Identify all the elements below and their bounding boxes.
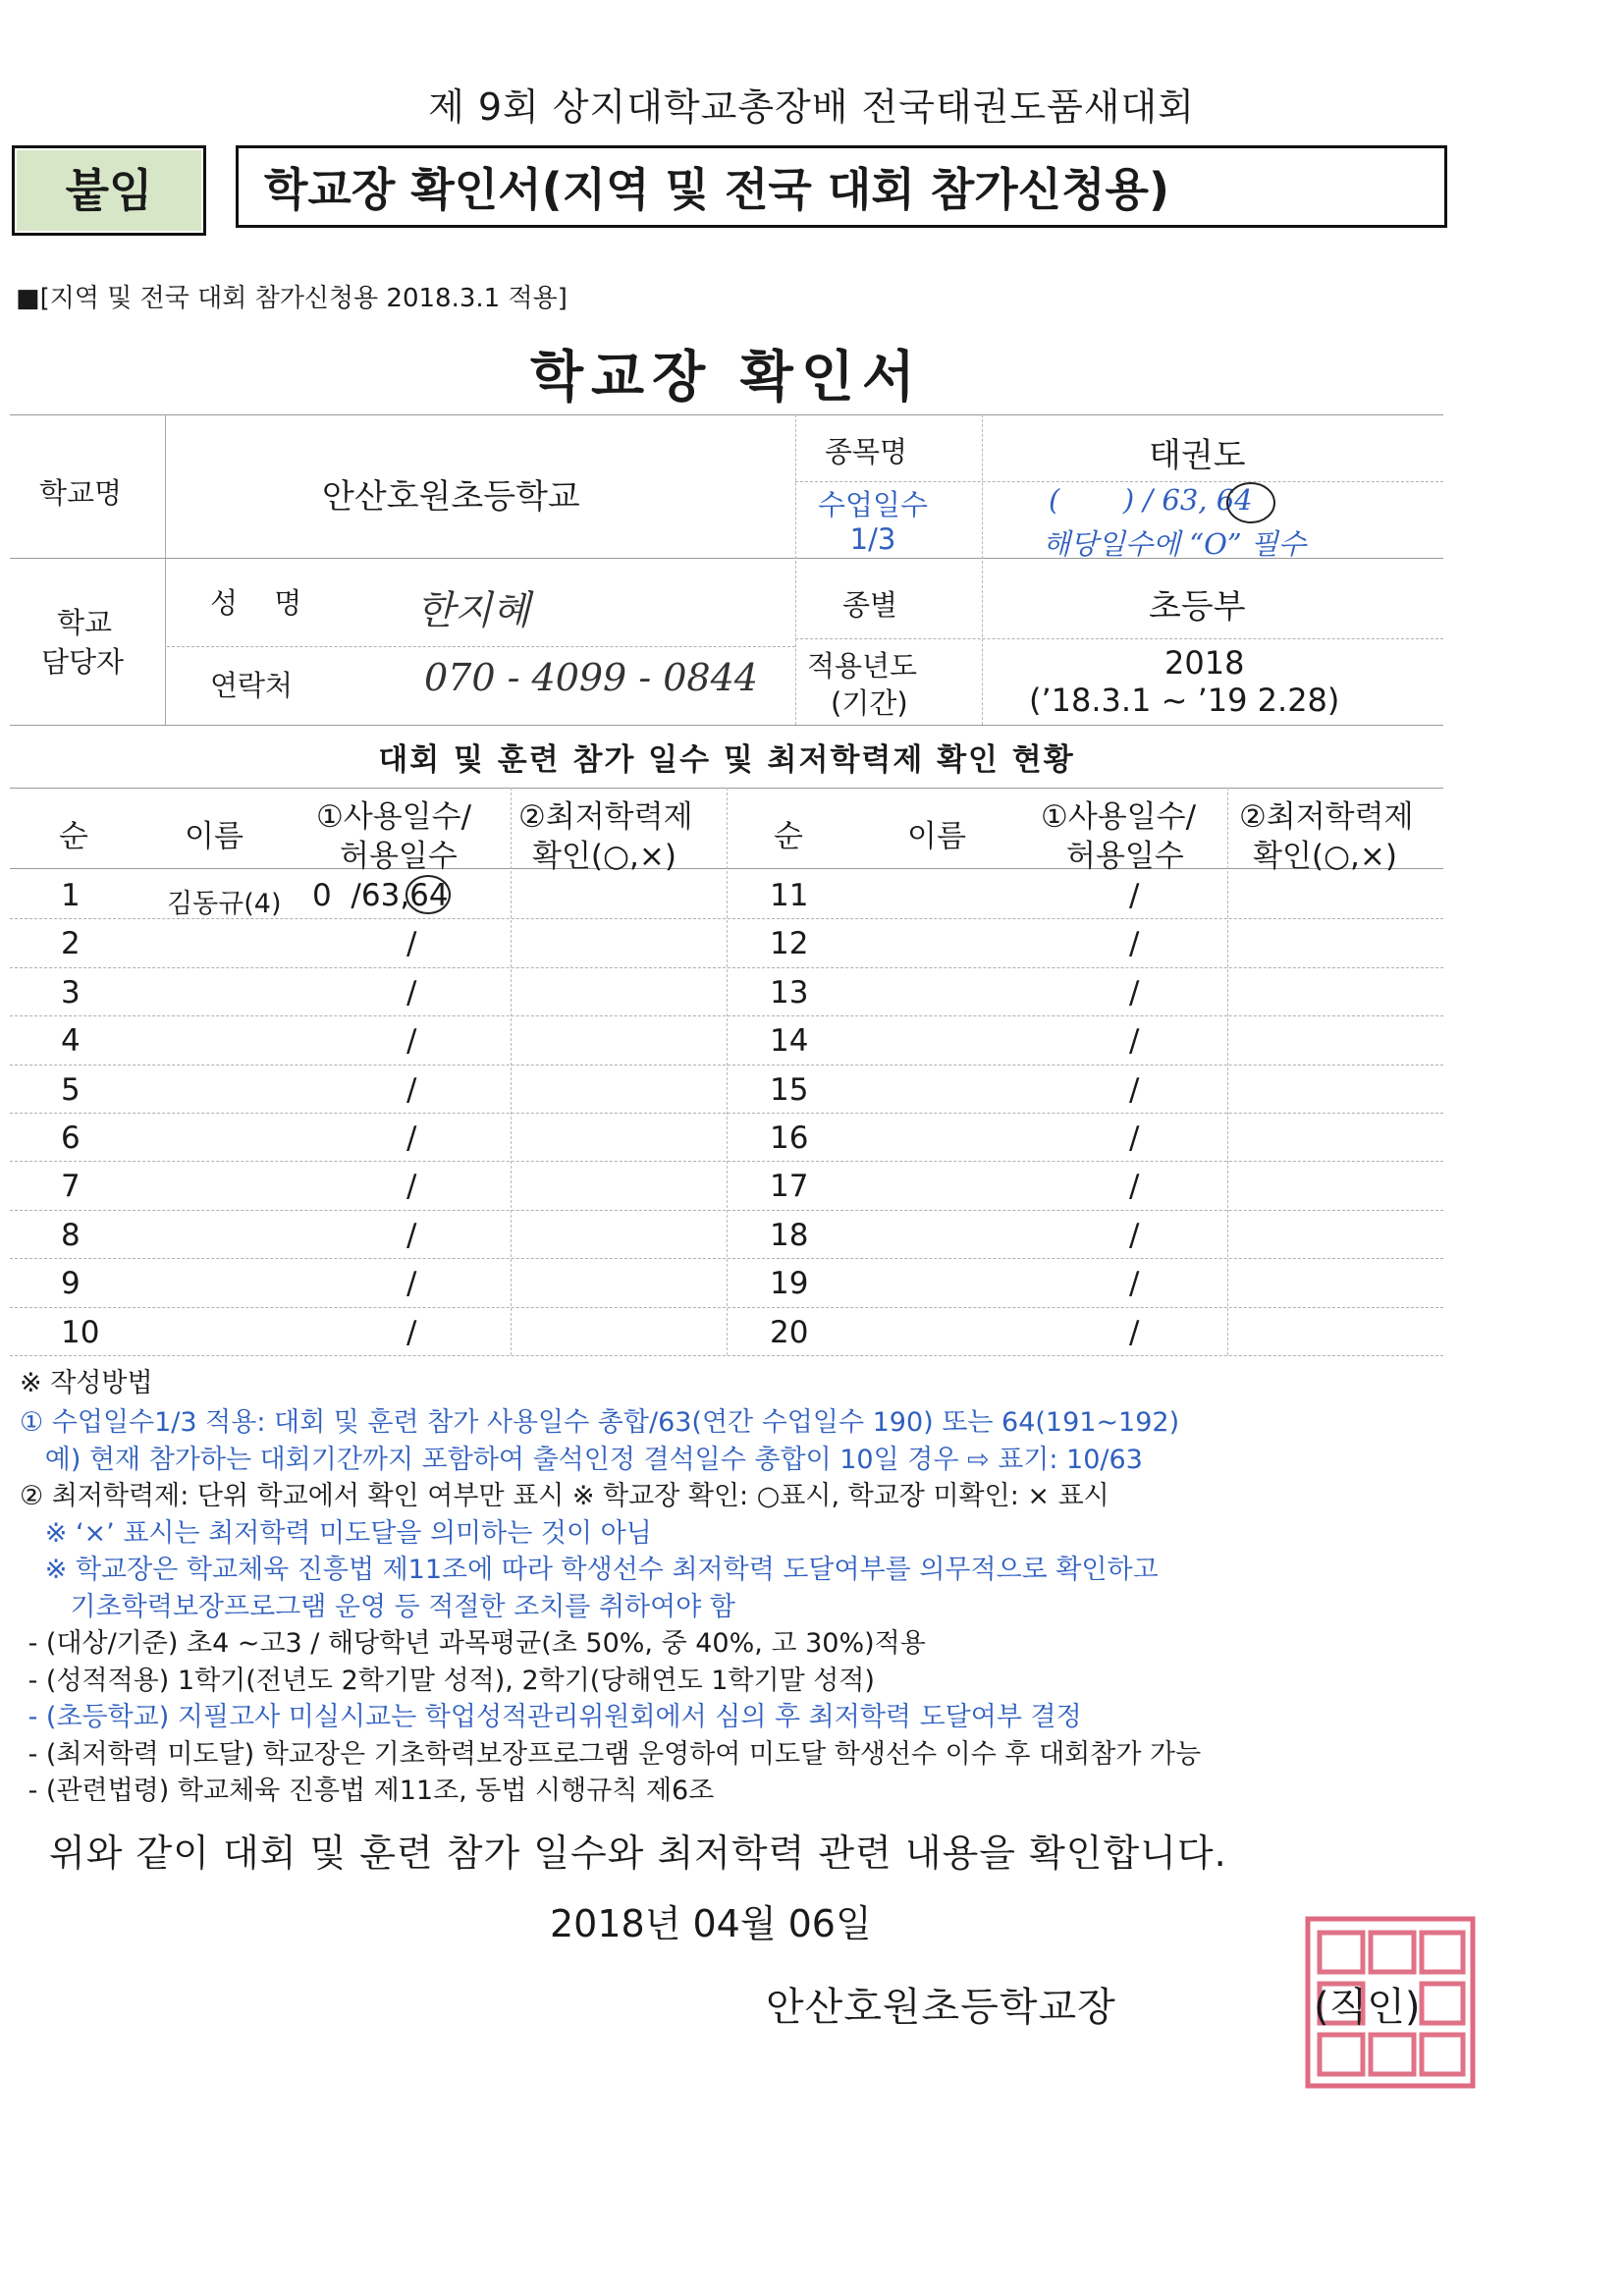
row-number: 5: [61, 1071, 81, 1108]
column-header-days: ①사용일수/: [1041, 799, 1197, 835]
row-divider: [10, 1355, 1443, 1356]
used-allowed-days: /: [1129, 1266, 1140, 1302]
document-title: 학교장 확인서(지역 및 전국 대회 참가신청용): [236, 145, 1447, 228]
used-allowed-days: 0 /63,64: [312, 878, 449, 913]
used-allowed-days: /: [406, 1169, 417, 1205]
manager-name-handwritten: 한지혜: [416, 588, 530, 633]
circle-mark-icon: [403, 872, 454, 917]
sport-label: 종목명: [825, 435, 908, 468]
used-allowed-days: /: [1129, 926, 1140, 962]
class-days-label: 수업일수: [817, 488, 929, 521]
row-number: 16: [770, 1121, 809, 1156]
row-number: 13: [770, 974, 809, 1011]
method-note-line: - (대상/기준) 초4 ~고3 / 해당학년 과목평균(초 50%, 중 40%, 고 30%)적용: [20, 1628, 926, 1659]
divider: [1227, 788, 1228, 1355]
status-heading: 대회 및 훈련 참가 일수 및 최저학력제 확인 현황: [378, 742, 1075, 778]
row-divider: [10, 1113, 1443, 1114]
column-header-days-2: 허용일수: [340, 839, 458, 874]
used-allowed-days: /: [1129, 1314, 1140, 1350]
column-header-no: 순: [59, 819, 88, 854]
used-allowed-days: /: [1129, 1169, 1140, 1205]
student-name: 김동규(4): [167, 889, 282, 919]
used-allowed-days: /: [406, 1121, 417, 1156]
divider: [511, 788, 512, 1355]
circle-mark-icon: [1223, 479, 1278, 526]
divider: [795, 414, 796, 725]
divider: [982, 414, 983, 725]
principal-name: 안산호원초등학교장: [766, 1985, 1116, 2030]
used-allowed-days: /: [406, 974, 417, 1011]
divider: [795, 638, 1443, 639]
row-number: 3: [61, 974, 81, 1011]
method-note-line: 예) 현재 참가하는 대회기간까지 포함하여 출석인정 결석일수 총합이 10일 경우 ⇨ 표기: 10/63: [20, 1444, 1143, 1475]
year-period-label: (기간): [831, 686, 908, 720]
column-header-min: ②최저학력제: [518, 799, 693, 835]
used-allowed-days: /: [1129, 1121, 1140, 1156]
used-allowed-days: /: [1129, 1071, 1140, 1108]
main-heading: 학교장 확인서: [529, 346, 924, 410]
row-number: 17: [770, 1169, 809, 1205]
row-divider: [10, 1210, 1443, 1211]
school-name-value: 안산호원초등학교: [322, 477, 580, 517]
year-value: 2018: [1164, 644, 1245, 682]
contest-title: 제 9회 상지대학교총장배 전국태권도품새대회: [428, 85, 1195, 129]
used-allowed-days: /: [406, 1266, 417, 1302]
class-days-ratio: 1/3: [849, 522, 896, 556]
method-note-line: ※ 학교장은 학교체육 진흥법 제11조에 따라 학생선수 최저학력 도달여부를 의무적으로 확인하고: [20, 1555, 1159, 1585]
row-divider: [10, 1258, 1443, 1259]
attachment-badge: 붙임: [12, 145, 206, 236]
signature-date: 2018년 04월 06일: [550, 1902, 872, 1945]
method-note-line: - (초등학교) 지필고사 미실시교는 학업성적관리위원회에서 심의 후 최저학력 도달여부 결정: [20, 1702, 1082, 1732]
column-header-days-2: 허용일수: [1066, 839, 1184, 874]
divider: [10, 725, 1443, 726]
used-allowed-days: /: [1129, 1023, 1140, 1060]
row-number: 9: [61, 1266, 81, 1302]
year-label: 적용년도: [807, 649, 918, 683]
column-header-min-2: 확인(○,×): [1253, 839, 1397, 874]
method-note-line: ※ ‘×’ 표시는 최저학력 미도달을 의미하는 것이 아님: [20, 1517, 652, 1549]
division-value: 초등부: [1149, 587, 1246, 627]
divider: [10, 414, 1443, 415]
used-allowed-days: /: [406, 1071, 417, 1108]
row-number: 20: [770, 1314, 809, 1350]
method-note-line: ① 수업일수1/3 적용: 대회 및 훈련 참가 사용일수 총합/63(연간 수업일수 190) 또는 64(191~192): [20, 1407, 1180, 1438]
row-number: 12: [770, 926, 809, 962]
used-allowed-days: /: [406, 1217, 417, 1253]
column-header-name: 이름: [185, 819, 243, 854]
method-note-line: - (최저학력 미도달) 학교장은 기초학력보장프로그램 운영하여 미도달 학생선수 이수 후 대회참가 가능: [20, 1738, 1202, 1770]
row-divider: [10, 1015, 1443, 1016]
contact-label: 연락처: [210, 669, 294, 702]
divider: [167, 646, 795, 647]
used-allowed-days: /: [406, 1314, 417, 1350]
column-header-name: 이름: [907, 819, 966, 854]
school-name-label: 학교명: [39, 476, 123, 510]
row-number: 19: [770, 1266, 809, 1302]
row-divider: [10, 1307, 1443, 1308]
row-number: 14: [770, 1023, 809, 1060]
used-allowed-days: /: [1129, 1217, 1140, 1253]
row-number: 6: [61, 1121, 81, 1156]
column-header-no: 순: [774, 819, 803, 854]
row-divider: [10, 967, 1443, 968]
row-number: 11: [770, 878, 809, 913]
method-note-line: - (성적적용) 1학기(전년도 2학기말 성적), 2학기(당해연도 1학기말 성적): [20, 1665, 875, 1696]
row-number: 4: [61, 1023, 81, 1060]
divider: [795, 481, 1443, 482]
row-divider: [10, 1161, 1443, 1162]
manager-label: 학교: [57, 606, 113, 639]
column-header-days: ①사용일수/: [316, 799, 472, 835]
class-days-note: 해당일수에 “O” 필수: [1043, 527, 1306, 561]
confirmation-statement: 위와 같이 대회 및 훈련 참가 일수와 최저학력 관련 내용을 확인합니다.: [49, 1831, 1227, 1875]
row-number: 2: [61, 926, 81, 962]
row-number: 10: [61, 1314, 100, 1350]
period-value: (’18.3.1 ~ ’19 2.28): [1029, 682, 1340, 719]
used-allowed-days: /: [1129, 878, 1140, 913]
seal-label: (직인): [1314, 1985, 1421, 2030]
method-note-line: - (관련법령) 학교체육 진흥법 제11조, 동법 시행규칙 제6조: [20, 1776, 715, 1806]
method-note-line: ② 최저학력제: 단위 학교에서 확인 여부만 표시 ※ 학교장 확인: ○표시, 학교장 미확인: × 표시: [20, 1481, 1109, 1511]
used-allowed-days: /: [406, 1023, 417, 1060]
row-divider: [10, 1065, 1443, 1066]
divider: [165, 414, 166, 725]
row-number: 7: [61, 1169, 81, 1205]
sport-value: 태권도: [1149, 436, 1246, 475]
method-note-line: 기초학력보장프로그램 운영 등 적절한 조치를 취하여야 함: [20, 1591, 735, 1622]
row-number: 8: [61, 1217, 81, 1253]
division-label: 종별: [842, 588, 898, 622]
row-number: 15: [770, 1071, 809, 1108]
column-header-min-2: 확인(○,×): [532, 839, 676, 874]
contact-handwritten: 070 - 4099 - 0844: [424, 656, 758, 699]
column-header-min: ②최저학력제: [1239, 799, 1414, 835]
class-days-value: ( ) / 63, 64: [1049, 483, 1253, 517]
row-number: 18: [770, 1217, 809, 1253]
used-allowed-days: /: [1129, 974, 1140, 1011]
name-label: 성 명: [210, 586, 316, 620]
divider: [727, 788, 728, 1355]
row-number: 1: [61, 878, 81, 913]
edition-note: ■[지역 및 전국 대회 참가신청용 2018.3.1 적용]: [16, 284, 568, 313]
used-allowed-days: /: [406, 926, 417, 962]
manager-label-2: 담당자: [41, 645, 125, 679]
method-title: ※ 작성방법: [20, 1368, 153, 1398]
